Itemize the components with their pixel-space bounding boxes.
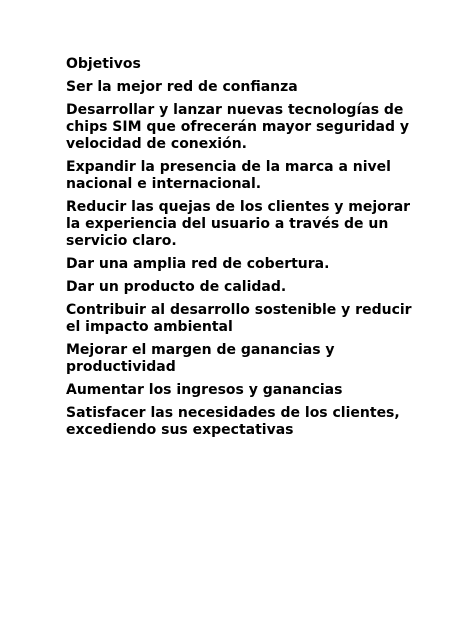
objective-item: Desarrollar y lanzar nuevas tecnologías de chips SIM que ofrecerán mayor seguridad y velocidad de conexión. bbox=[66, 102, 409, 152]
objective-item: Satisfacer las necesidades de los clientes, excediendo sus expectativas bbox=[66, 405, 400, 438]
section-heading: Objetivos bbox=[66, 56, 141, 72]
objective-item: Contribuir al desarrollo sostenible y reducir el impacto ambiental bbox=[66, 302, 412, 335]
objective-item: Ser la mejor red de confianza bbox=[66, 79, 298, 95]
objectives-section bbox=[66, 56, 416, 445]
objective-item: Dar una amplia red de cobertura. bbox=[66, 256, 330, 272]
objective-item: Reducir las quejas de los clientes y mejorar la experiencia del usuario a través de un servicio claro. bbox=[66, 199, 411, 249]
objective-item: Expandir la presencia de la marca a nivel nacional e internacional. bbox=[66, 159, 391, 192]
objective-item: Dar un producto de calidad. bbox=[66, 279, 287, 295]
objective-item: Mejorar el margen de ganancias y productividad bbox=[66, 342, 335, 375]
objective-item: Aumentar los ingresos y ganancias bbox=[66, 382, 343, 398]
